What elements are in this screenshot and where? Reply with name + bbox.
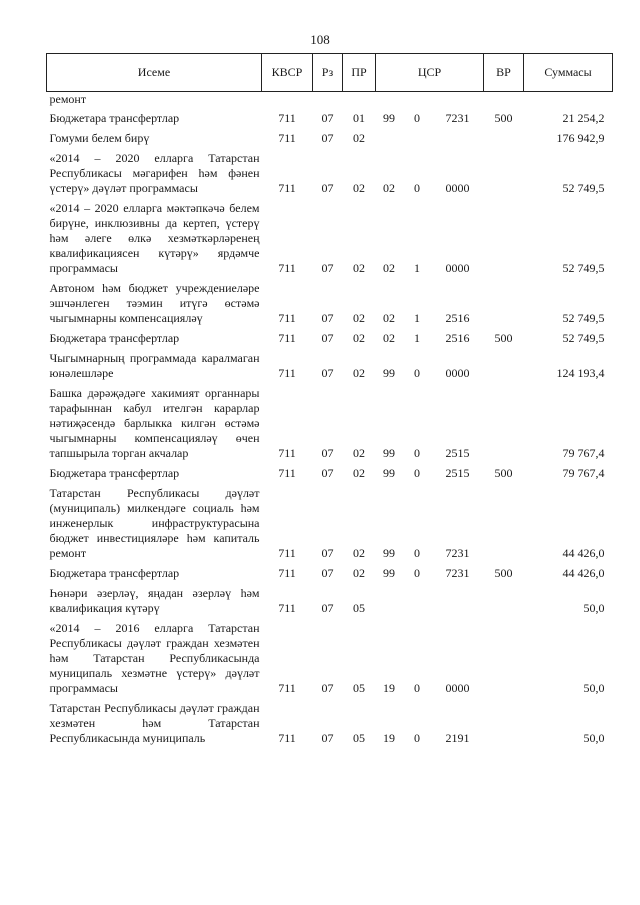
- row-pr: 02: [353, 466, 365, 480]
- row-pr: 02: [353, 366, 365, 380]
- page-number: 108: [310, 32, 330, 47]
- table-header-row: [47, 54, 613, 92]
- row-sum: 50,0: [583, 731, 605, 745]
- row-sum: 52 749,5: [562, 331, 605, 345]
- row-csr-subprogram: 0: [414, 546, 420, 560]
- row-kvsr: 711: [278, 446, 296, 460]
- row-rz: 07: [321, 731, 334, 745]
- row-vr: [484, 484, 524, 564]
- row-name: Бюджетара трансфертлар: [49, 566, 180, 580]
- row-rz: 07: [321, 566, 334, 580]
- row-rz: 07: [321, 261, 334, 275]
- row-name: Бюджетара трансфертлар: [49, 331, 180, 345]
- row-kvsr: 711: [278, 181, 296, 195]
- row-vr: [484, 584, 524, 619]
- row-rz: 07: [321, 181, 334, 195]
- row-csr-code: [432, 92, 484, 110]
- row-rz: 07: [321, 466, 334, 480]
- table-row: [47, 619, 613, 699]
- row-csr-program: 02: [383, 331, 395, 345]
- row-rz: 07: [321, 111, 334, 125]
- row-rz: 07: [321, 366, 334, 380]
- row-vr: [484, 279, 524, 329]
- row-csr-code: 2191: [445, 731, 470, 745]
- row-kvsr: [262, 92, 313, 110]
- row-vr: [484, 149, 524, 199]
- header-pr: ПР: [343, 54, 376, 92]
- row-pr: 01: [353, 111, 365, 125]
- row-kvsr: 711: [278, 261, 296, 275]
- header-kvsr: КВСР: [262, 54, 313, 92]
- row-kvsr: 711: [278, 131, 296, 145]
- row-sum: 50,0: [583, 681, 605, 695]
- row-csr-code: 7231: [445, 546, 470, 560]
- table-row: [47, 92, 613, 110]
- row-csr-code: 0000: [445, 366, 470, 380]
- row-sum: 79 767,4: [562, 466, 605, 480]
- row-csr-code: 0000: [445, 181, 470, 195]
- row-sum: 50,0: [583, 601, 605, 615]
- row-sum: 52 749,5: [562, 261, 605, 275]
- row-pr: 02: [353, 181, 365, 195]
- row-name: Автоном һәм бюджет учреждениеләре эшчәнлеген тәэмин итүгә өстәмә чыгымнарны компенсацияләү: [49, 281, 260, 325]
- row-sum: 44 426,0: [562, 566, 605, 580]
- row-csr-code: 7231: [445, 566, 470, 580]
- row-name: Бюджетара трансфертлар: [49, 466, 180, 480]
- row-csr-code: 7231: [445, 111, 470, 125]
- row-pr: 02: [353, 331, 365, 345]
- row-name: «2014 – 2020 елларга Татарстан Республикасы мәгарифен һәм фәнен үстерү» дәүләт программасы: [49, 151, 260, 195]
- row-csr-code: 0000: [445, 261, 470, 275]
- row-csr-program: 02: [383, 261, 395, 275]
- row-rz: 07: [321, 446, 334, 460]
- row-pr: 05: [353, 601, 365, 615]
- row-kvsr: 711: [278, 731, 296, 745]
- row-rz: [313, 92, 343, 110]
- table-row: [47, 384, 613, 464]
- row-pr: 02: [353, 131, 365, 145]
- row-kvsr: 711: [278, 681, 296, 695]
- row-csr-subprogram: 0: [414, 466, 420, 480]
- row-name: Һөнәри әзерләү, яңадан әзерләү һәм квалификация күтәрү: [49, 586, 260, 615]
- row-pr: 05: [353, 681, 365, 695]
- row-csr-program: 19: [383, 731, 395, 745]
- row-sum: 21 254,2: [562, 111, 605, 125]
- row-rz: 07: [321, 131, 334, 145]
- row-csr-subprogram: 1: [414, 311, 420, 325]
- row-csr-code: 2516: [445, 331, 470, 345]
- row-vr: 500: [494, 466, 513, 480]
- row-rz: 07: [321, 331, 334, 345]
- row-csr-subprogram: [403, 92, 432, 110]
- row-csr-subprogram: 0: [414, 566, 420, 580]
- row-csr-program: 99: [383, 111, 395, 125]
- row-csr-code: [432, 584, 484, 619]
- row-pr: 02: [353, 311, 365, 325]
- row-csr-program: 99: [383, 366, 395, 380]
- row-csr-program: 99: [383, 466, 395, 480]
- row-sum: 124 193,4: [556, 366, 605, 380]
- row-sum: 176 942,9: [556, 131, 605, 145]
- row-csr-subprogram: 0: [414, 681, 420, 695]
- row-csr-code: [432, 129, 484, 149]
- row-name: «2014 – 2020 елларга мәктәпкәчә белем бирүне, инклюзивны да кертеп, үстерү һәм әлеге өлкә хезмәткәрләренең квалификациясен күтәрү» ярдәмче программасы: [49, 201, 260, 275]
- table-row: [47, 484, 613, 564]
- row-csr-code: 2516: [445, 311, 470, 325]
- row-pr: [343, 92, 376, 110]
- table-row: [47, 199, 613, 279]
- table-row: [47, 149, 613, 199]
- row-name: Гомуми белем бирү: [49, 131, 150, 145]
- row-csr-program: 99: [383, 546, 395, 560]
- row-csr-program: [376, 129, 403, 149]
- row-kvsr: 711: [278, 546, 296, 560]
- row-pr: 02: [353, 566, 365, 580]
- row-sum: 52 749,5: [562, 311, 605, 325]
- row-sum: [524, 92, 613, 110]
- row-vr: [484, 384, 524, 464]
- row-name: Татарстан Республикасы дәүләт (муниципаль) милкендәге социаль һәм инженерлык инфраструктурасына бюджет инвестицияләре һәм капиталь ремонт: [49, 486, 260, 560]
- budget-table: [46, 53, 613, 749]
- row-pr: 02: [353, 261, 365, 275]
- row-vr: [484, 92, 524, 110]
- row-vr: [484, 349, 524, 384]
- row-vr: [484, 619, 524, 699]
- row-name: «2014 – 2016 елларга Татарстан Республикасы дәүләт граждан хезмәтен һәм Татарстан Республикасында муниципаль хезмәтне үстерү» дәүләт программасы: [49, 621, 260, 695]
- row-kvsr: 711: [278, 601, 296, 615]
- table-row: [47, 349, 613, 384]
- header-sum: Суммасы: [524, 54, 613, 92]
- row-pr: 02: [353, 546, 365, 560]
- table-row: [47, 279, 613, 329]
- row-kvsr: 711: [278, 566, 296, 580]
- row-name: Татарстан Республикасы дәүләт граждан хезмәтен һәм Татарстан Республикасында муниципаль: [49, 701, 260, 745]
- row-csr-subprogram: [403, 584, 432, 619]
- row-rz: 07: [321, 311, 334, 325]
- table-row: [47, 109, 613, 129]
- row-csr-subprogram: 0: [414, 181, 420, 195]
- row-sum: 52 749,5: [562, 181, 605, 195]
- row-kvsr: 711: [278, 311, 296, 325]
- row-pr: 05: [353, 731, 365, 745]
- row-csr-subprogram: 0: [414, 446, 420, 460]
- row-name: Бюджетара трансфертлар: [49, 111, 180, 125]
- row-csr-program: 02: [383, 181, 395, 195]
- row-name: Чыгымнарның программада каралмаган юнәлешләре: [49, 351, 260, 380]
- row-csr-subprogram: 1: [414, 331, 420, 345]
- row-name: ремонт: [49, 92, 87, 106]
- row-csr-program: [376, 584, 403, 619]
- row-sum: 44 426,0: [562, 546, 605, 560]
- row-csr-program: 99: [383, 566, 395, 580]
- row-kvsr: 711: [278, 466, 296, 480]
- row-csr-code: 2515: [445, 466, 470, 480]
- table-row: [47, 129, 613, 149]
- row-csr-program: [376, 92, 403, 110]
- header-csr: ЦСР: [376, 54, 484, 92]
- table-row: [47, 564, 613, 584]
- table-row: [47, 584, 613, 619]
- row-csr-subprogram: 1: [414, 261, 420, 275]
- header-rz: Рз: [313, 54, 343, 92]
- row-csr-subprogram: 0: [414, 731, 420, 745]
- row-name: Башка дәрәҗәдәге хакимият органнары тарафыннан кабул ителгән карарлар нәтиҗәсендә барлыкка килгән өстәмә чыгымнарны компенсацияләү өчен тапшырыла торган акчалар: [49, 386, 260, 460]
- row-vr: [484, 199, 524, 279]
- row-csr-program: 02: [383, 311, 395, 325]
- header-name: Исеме: [47, 54, 262, 92]
- row-vr: [484, 129, 524, 149]
- table-row: [47, 464, 613, 484]
- row-rz: 07: [321, 681, 334, 695]
- table-row: [47, 699, 613, 749]
- row-vr: [484, 699, 524, 749]
- row-pr: 02: [353, 446, 365, 460]
- row-csr-subprogram: 0: [414, 111, 420, 125]
- row-kvsr: 711: [278, 331, 296, 345]
- row-csr-program: 19: [383, 681, 395, 695]
- table-row: [47, 329, 613, 349]
- row-kvsr: 711: [278, 111, 296, 125]
- row-csr-code: 2515: [445, 446, 470, 460]
- row-rz: 07: [321, 601, 334, 615]
- row-csr-subprogram: [403, 129, 432, 149]
- header-vr: ВР: [484, 54, 524, 92]
- row-csr-subprogram: 0: [414, 366, 420, 380]
- row-sum: 79 767,4: [562, 446, 605, 460]
- row-vr: 500: [494, 111, 513, 125]
- row-rz: 07: [321, 546, 334, 560]
- row-csr-program: 99: [383, 446, 395, 460]
- row-csr-code: 0000: [445, 681, 470, 695]
- row-kvsr: 711: [278, 366, 296, 380]
- row-vr: 500: [494, 331, 513, 345]
- row-vr: 500: [494, 566, 513, 580]
